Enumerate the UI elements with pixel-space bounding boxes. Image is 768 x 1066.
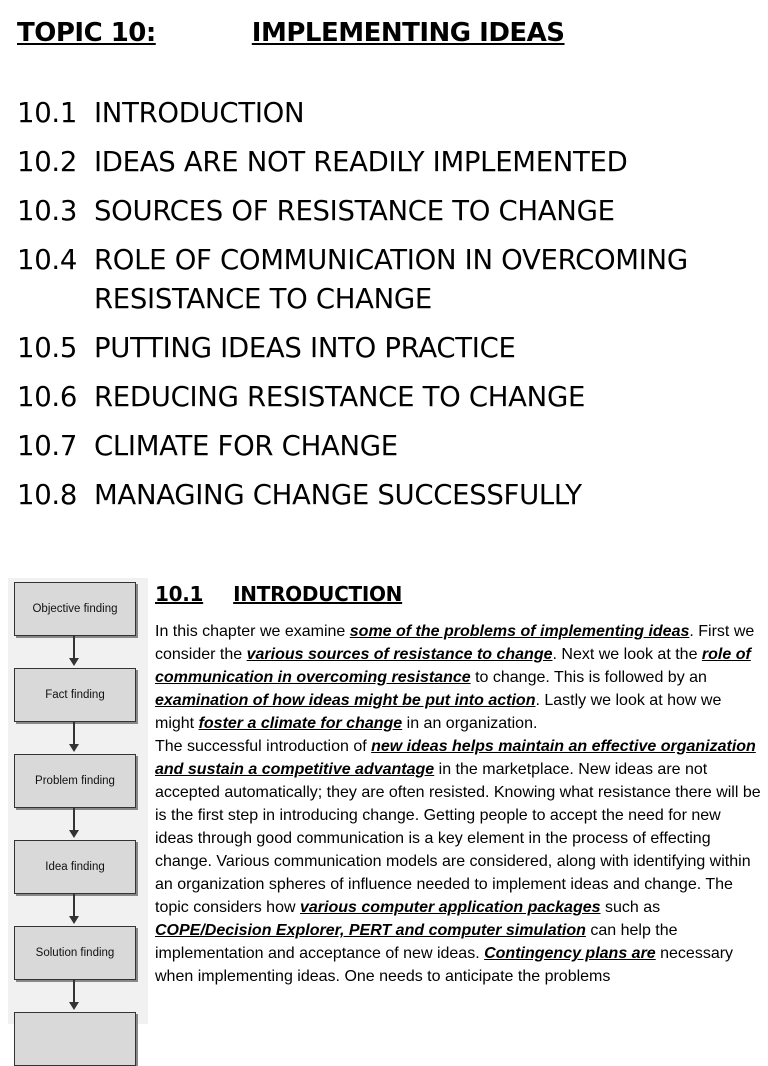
flow-step-problem-finding: Problem finding bbox=[14, 754, 136, 808]
toc-number: 10.8 bbox=[17, 479, 78, 511]
toc-title: MANAGING CHANGE SUCCESSFULLY bbox=[94, 479, 582, 511]
emphasis-text: foster a climate for change bbox=[198, 715, 403, 732]
toc-item bbox=[17, 241, 757, 319]
topic-title bbox=[17, 18, 565, 48]
section-heading bbox=[155, 582, 763, 606]
down-arrow-icon bbox=[73, 722, 75, 750]
body-text: in the marketplace. New ideas are not accepted automatically; they are often resisted. Knowing what resistance there will be is the first step in introducing change. Getting people to accept the need for new ideas through good communication is a key element in the process of effecting change. Various communication models are considered, along with identifying within an organization spheres of influence needed to implement ideas and change. The topic considers how bbox=[155, 761, 761, 916]
down-arrow-icon bbox=[73, 980, 75, 1008]
intro-paragraph bbox=[155, 620, 763, 735]
toc-item bbox=[17, 476, 757, 515]
emphasis-text: role of communication in overcoming resistance bbox=[155, 646, 751, 686]
toc-title: PUTTING IDEAS INTO PRACTICE bbox=[94, 332, 516, 364]
body-text: . First we consider the bbox=[155, 623, 755, 663]
body-text: can help the implementation and acceptance of new ideas. bbox=[155, 922, 678, 962]
body-text: The successful introduction of bbox=[155, 738, 372, 755]
emphasis-text: examination of how ideas might be put into action bbox=[155, 692, 536, 709]
body-text: such as bbox=[600, 899, 661, 916]
body-text: In this chapter we examine bbox=[155, 623, 350, 640]
body-text: to change. This is followed by an bbox=[470, 669, 707, 686]
toc-title: CLIMATE FOR CHANGE bbox=[94, 430, 398, 462]
body-text: in an organization. bbox=[402, 715, 538, 732]
process-flowchart bbox=[8, 578, 148, 1024]
toc-item bbox=[17, 427, 757, 466]
toc-title: SOURCES OF RESISTANCE TO CHANGE bbox=[94, 195, 615, 227]
toc-title: IDEAS ARE NOT READILY IMPLEMENTED bbox=[94, 146, 628, 178]
emphasis-text: Contingency plans are bbox=[484, 945, 656, 962]
section-introduction bbox=[155, 582, 763, 988]
emphasis-text: some of the problems of implementing ideas bbox=[349, 623, 690, 640]
toc-item bbox=[17, 378, 757, 417]
body-paragraph bbox=[155, 735, 763, 988]
section-title: INTRODUCTION bbox=[233, 582, 403, 606]
toc-item bbox=[17, 143, 757, 182]
emphasis-text: various sources of resistance to change bbox=[246, 646, 553, 663]
toc-title: INTRODUCTION bbox=[94, 97, 305, 129]
flow-step-fact-finding: Fact finding bbox=[14, 668, 136, 722]
toc-number: 10.4 bbox=[17, 244, 78, 276]
toc-number: 10.1 bbox=[17, 97, 78, 129]
toc-item bbox=[17, 192, 757, 231]
flow-step-objective-finding: Objective finding bbox=[14, 582, 136, 636]
toc-title: ROLE OF COMMUNICATION IN OVERCOMING RESISTANCE TO CHANGE bbox=[94, 244, 688, 315]
flow-step-idea-finding: Idea finding bbox=[14, 840, 136, 894]
toc-number: 10.7 bbox=[17, 430, 78, 462]
body-text: . Lastly we look at how we might bbox=[155, 692, 722, 732]
toc-item bbox=[17, 94, 757, 133]
toc-number: 10.5 bbox=[17, 332, 78, 364]
emphasis-text: various computer application packages bbox=[299, 899, 601, 916]
body-text: necessary when implementing ideas. One needs to anticipate the problems bbox=[155, 945, 734, 985]
topic-label: TOPIC 10: bbox=[17, 18, 156, 48]
body-text: . Next we look at the bbox=[552, 646, 702, 663]
topic-name: IMPLEMENTING IDEAS bbox=[251, 18, 565, 48]
emphasis-text: COPE/Decision Explorer, PERT and computer simulation bbox=[155, 922, 586, 939]
down-arrow-icon bbox=[73, 894, 75, 922]
section-number: 10.1 bbox=[155, 582, 204, 606]
down-arrow-icon bbox=[73, 808, 75, 836]
toc-item bbox=[17, 329, 757, 368]
flow-step-solution-finding: Solution finding bbox=[14, 926, 136, 980]
down-arrow-icon bbox=[73, 636, 75, 664]
toc-title: REDUCING RESISTANCE TO CHANGE bbox=[94, 381, 586, 413]
toc-number: 10.2 bbox=[17, 146, 78, 178]
toc-number: 10.3 bbox=[17, 195, 78, 227]
table-of-contents bbox=[17, 94, 757, 525]
emphasis-text: new ideas helps maintain an effective organization and sustain a competitive advantage bbox=[155, 738, 756, 778]
toc-number: 10.6 bbox=[17, 381, 78, 413]
flow-step-next bbox=[14, 1012, 136, 1066]
